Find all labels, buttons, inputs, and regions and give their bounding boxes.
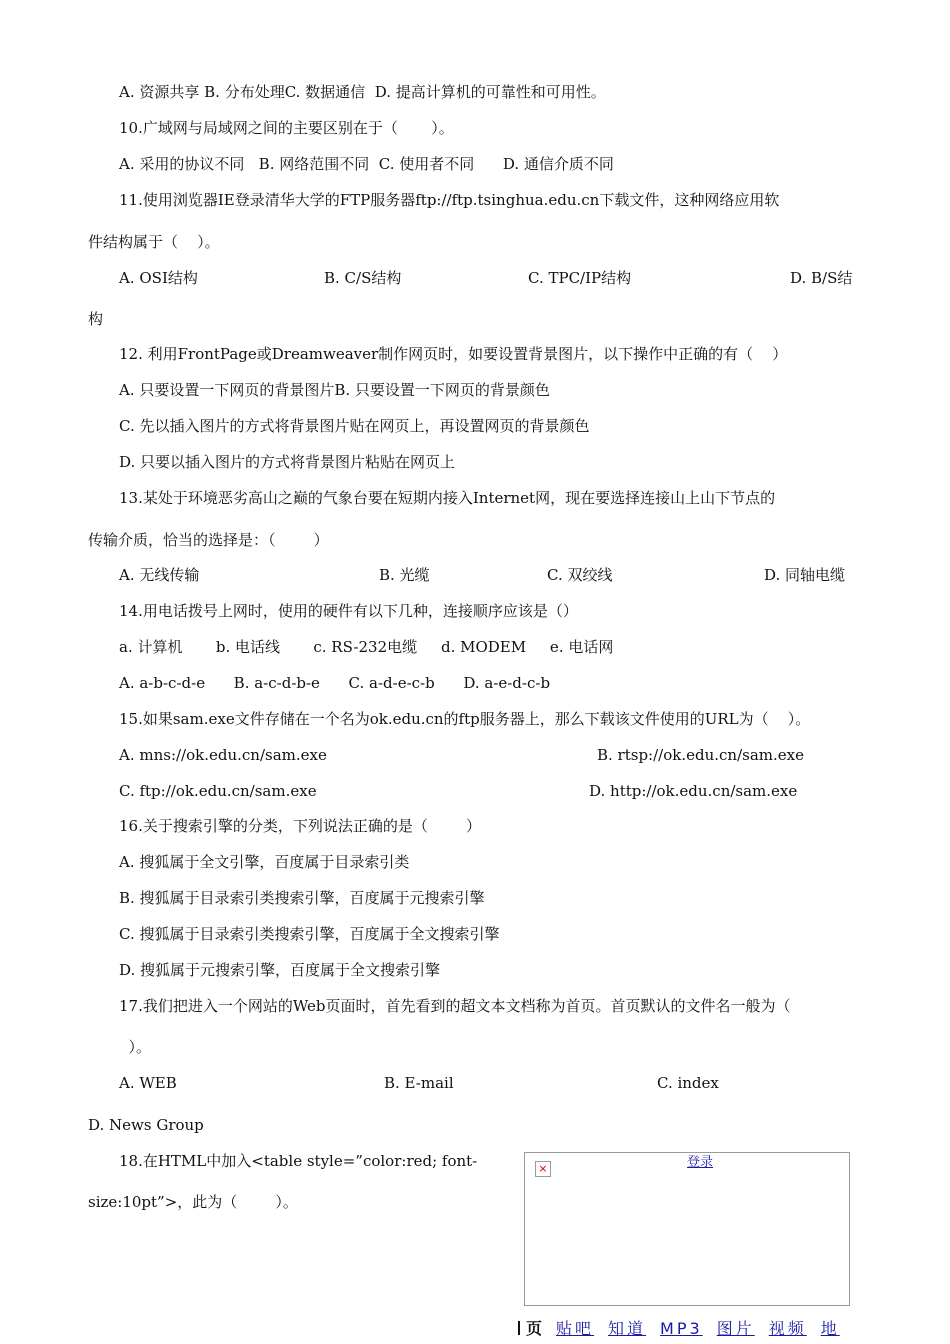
- q16-option-c: C. 搜狐属于目录索引类搜索引擎，百度属于全文搜索引擎: [119, 925, 500, 943]
- q10-question: 10.广域网与局域网之间的主要区别在于（ ）。: [119, 119, 454, 137]
- q16-question: 16.关于搜索引擎的分类，下列说法正确的是（ ）: [119, 817, 482, 835]
- broken-image-icon: ×: [535, 1161, 551, 1177]
- q11-option-d: D. B/S结: [790, 269, 853, 287]
- q11-option-d-cont: 构: [88, 310, 104, 328]
- nav-link-zhidao[interactable]: 知道: [608, 1319, 647, 1338]
- q15-option-a: A. mns://ok.edu.cn/sam.exe: [119, 746, 327, 764]
- q16-option-d: D. 搜狐属于元搜索引擎，百度属于全文搜索引擎: [119, 961, 441, 979]
- embedded-webpage-frame: [524, 1152, 850, 1306]
- nav-link-map[interactable]: 地: [820, 1319, 840, 1338]
- q13-question: 13.某处于环境恶劣高山之巅的气象台要在短期内接入Internet网，现在要选择连接山上山下节点的: [119, 489, 776, 507]
- q17-option-a: A. WEB: [119, 1074, 177, 1092]
- search-nav-bar: [518, 1316, 840, 1339]
- q12-option-d: D. 只要以插入图片的方式将背景图片粘贴在网页上: [119, 453, 456, 471]
- nav-link-images[interactable]: 图片: [716, 1319, 755, 1338]
- login-link[interactable]: 登录: [687, 1155, 714, 1170]
- q12-question: 12. 利用FrontPage或Dreamweaver制作网页时，如要设置背景图片，以下操作中正确的有（ ）: [119, 345, 788, 363]
- q11-question: 11.使用浏览器IE登录清华大学的FTP服务器ftp://ftp.tsinghua.edu.cn下载文件，这种网络应用软: [119, 191, 780, 209]
- nav-link-video[interactable]: 视频: [768, 1319, 807, 1338]
- q17-option-c: C. index: [657, 1074, 719, 1092]
- q16-option-a: A. 搜狐属于全文引擎，百度属于目录索引类: [119, 853, 410, 871]
- q17-option-d: D. News Group: [88, 1116, 204, 1134]
- q15-option-b: B. rtsp://ok.edu.cn/sam.exe: [597, 746, 804, 764]
- q17-option-b: B. E-mail: [384, 1074, 454, 1092]
- q12-option-c: C. 先以插入图片的方式将背景图片贴在网页上，再设置网页的背景颜色: [119, 417, 590, 435]
- q9-options: A. 资源共享 B. 分布处理C. 数据通信 D. 提高计算机的可靠性和可用性。: [119, 83, 606, 101]
- q18-question: 18.在HTML中加入<table style=”color:red; font-: [119, 1152, 478, 1170]
- nav-divider: [518, 1321, 520, 1335]
- q13-option-b: B. 光缆: [379, 566, 430, 584]
- q13-option-c: C. 双绞线: [547, 566, 613, 584]
- q14-question: 14.用电话拨号上网时，使用的硬件有以下几种，连接顺序应该是（）: [119, 602, 578, 620]
- q14-options: A. a-b-c-d-e B. a-c-d-b-e C. a-d-e-c-b D. a-e-d-c-b: [119, 674, 551, 692]
- q14-items: a. 计算机 b. 电话线 c. RS-232电缆 d. MODEM e. 电话网: [119, 638, 614, 656]
- q11-question-cont: 件结构属于（ ）。: [88, 233, 220, 251]
- q13-option-d: D. 同轴电缆: [764, 566, 846, 584]
- q12-option-ab: A. 只要设置一下网页的背景图片B. 只要设置一下网页的背景颜色: [119, 381, 550, 399]
- q18-question-cont: size:10pt”>，此为（ ）。: [88, 1193, 298, 1211]
- q11-option-c: C. TPC/IP结构: [528, 269, 632, 287]
- q13-question-cont: 传输介质，恰当的选择是：（ ）: [88, 531, 329, 549]
- q10-options: A. 采用的协议不同 B. 网络范围不同 C. 使用者不同 D. 通信介质不同: [119, 155, 614, 173]
- q11-option-b: B. C/S结构: [324, 269, 402, 287]
- q15-question: 15.如果sam.exe文件存储在一个名为ok.edu.cn的ftp服务器上，那么下载该文件使用的URL为（ ）。: [119, 710, 811, 728]
- q16-option-b: B. 搜狐属于目录索引类搜索引擎，百度属于元搜索引擎: [119, 889, 485, 907]
- q11-option-a: A. OSI结构: [119, 269, 198, 287]
- nav-link-mp3[interactable]: MP3: [660, 1319, 703, 1338]
- q13-option-a: A. 无线传输: [119, 566, 200, 584]
- nav-link-tieba[interactable]: 贴吧: [556, 1319, 595, 1338]
- q15-option-d: D. http://ok.edu.cn/sam.exe: [589, 782, 798, 800]
- q17-question: 17.我们把进入一个网站的Web页面时，首先看到的超文本文档称为首页。首页默认的文件名一般为（: [119, 997, 791, 1015]
- q15-option-c: C. ftp://ok.edu.cn/sam.exe: [119, 782, 317, 800]
- q17-question-cont: ）。: [119, 1038, 152, 1056]
- nav-item-current: 页: [526, 1319, 543, 1338]
